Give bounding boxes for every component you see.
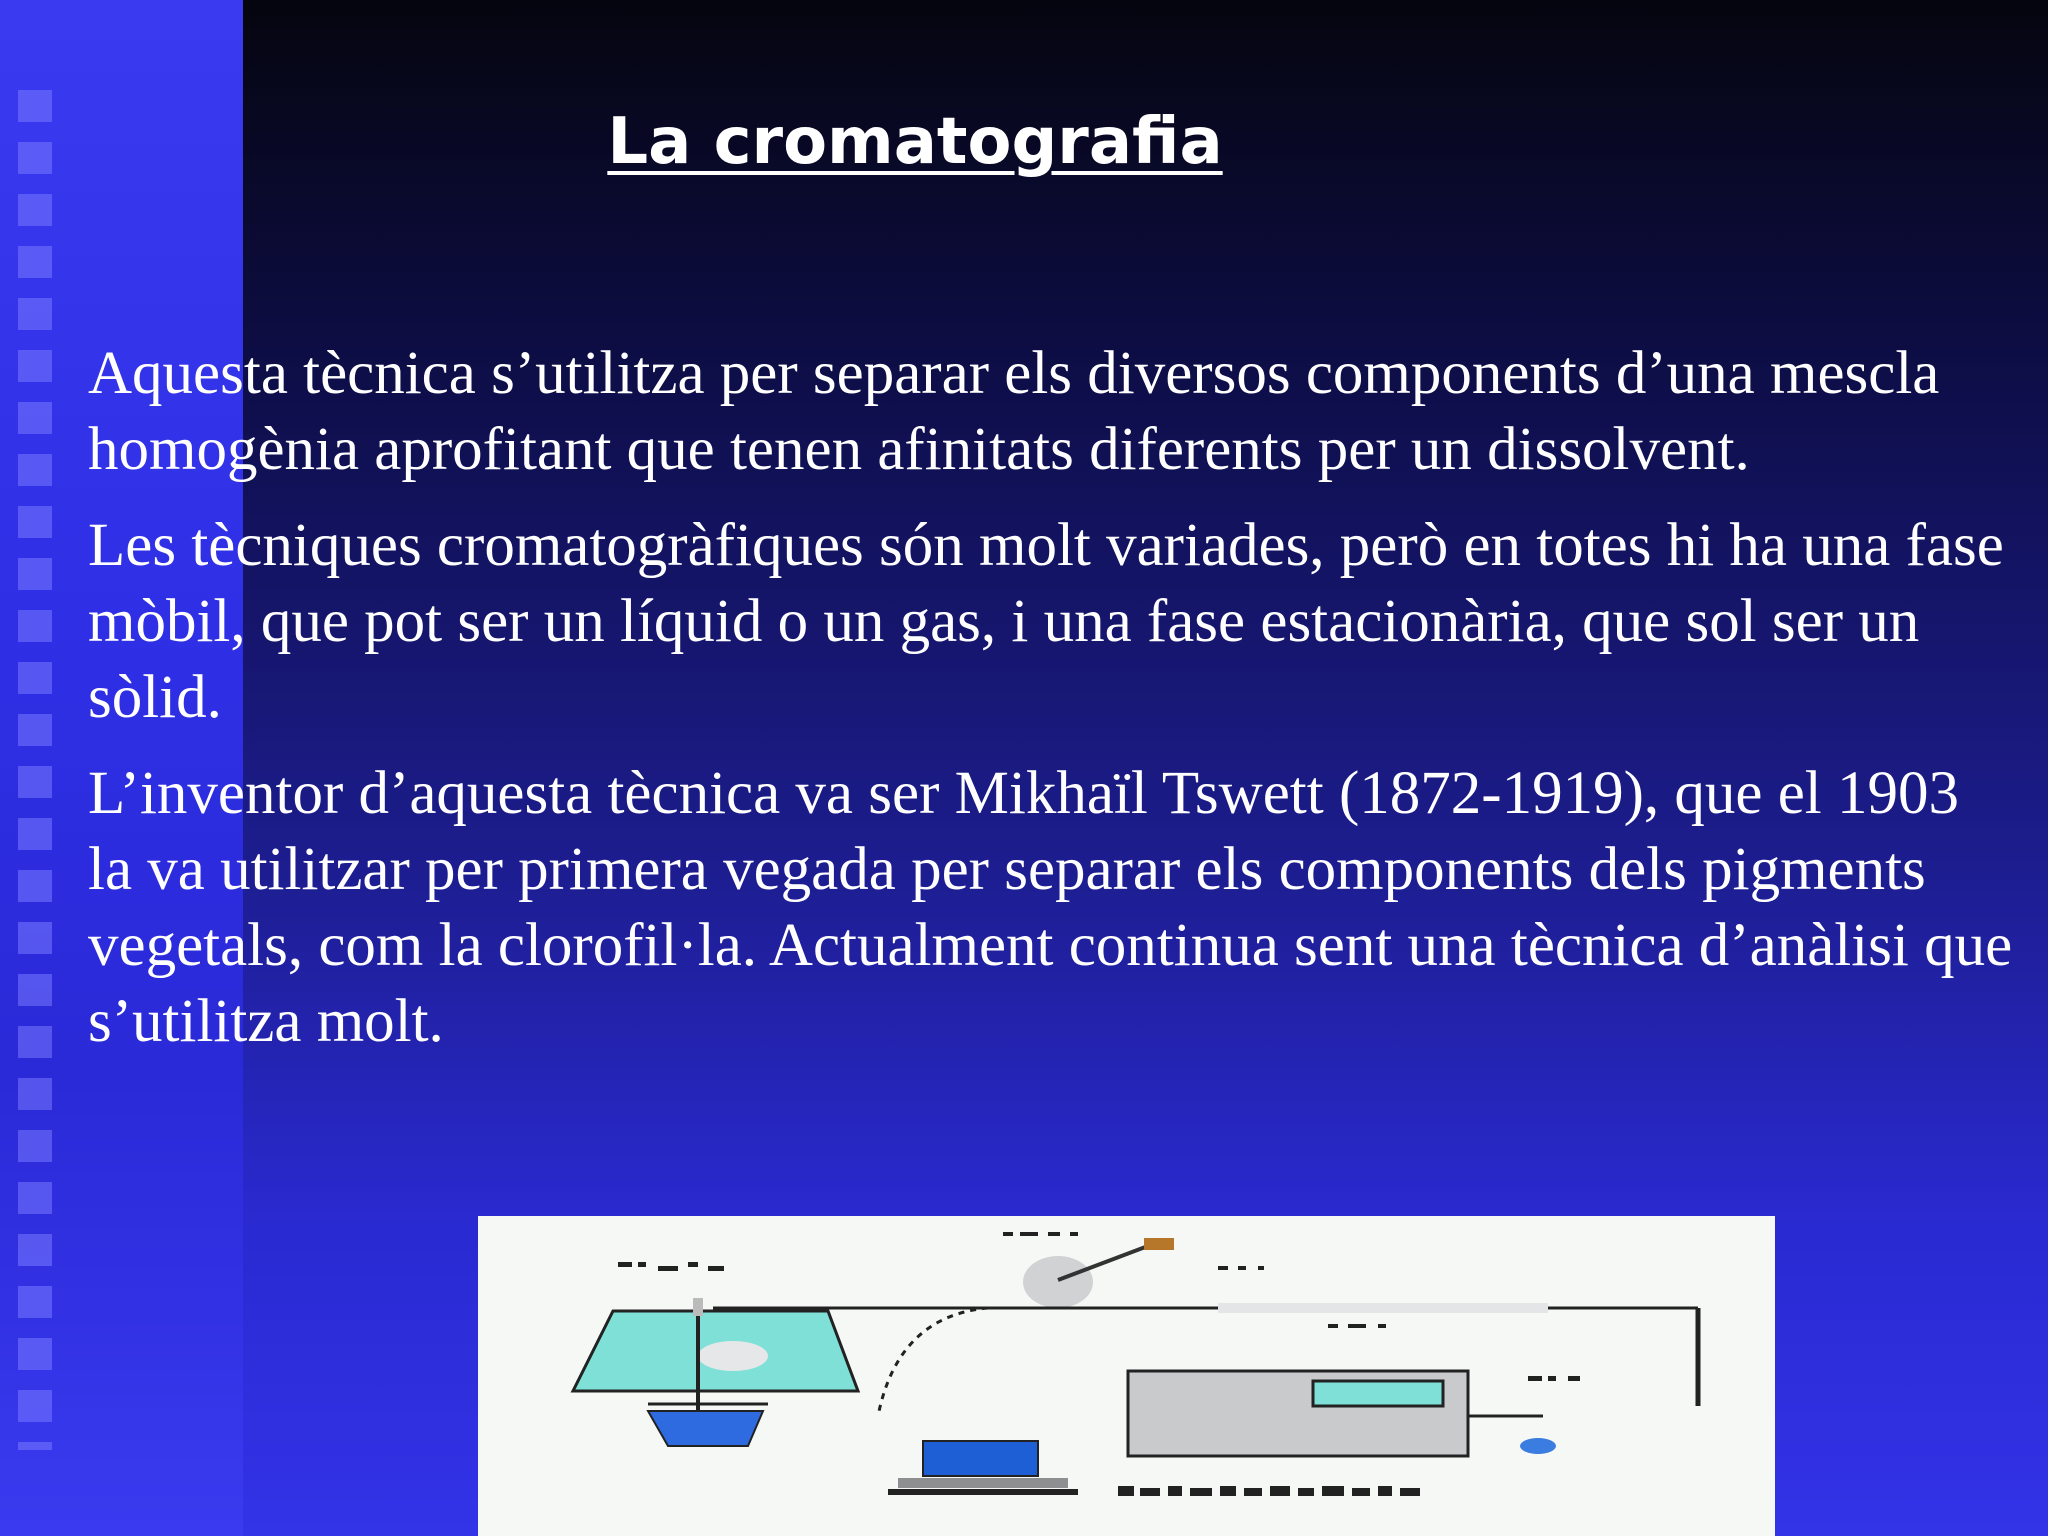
detector-box [1128,1371,1543,1456]
chromatograph-diagram-svg [478,1216,1775,1536]
decorative-squares [18,90,52,1450]
recorder-laptop [888,1441,1078,1495]
paragraph-phases: Les tècniques cromatogràfiques són molt variades, però en totes hi ha una fase mòbil, que pot ser un líquid o un gas, i una fase estacionària, que sol ser un sòlid. [88,512,2004,731]
dashed-connection [878,1308,988,1416]
paragraph-definition: Aquesta tècnica s’utilitza per separar els diversos components d’una mescla homogènia aprofitant que tenen afinitats diferents per un dissolvent. [88,340,1940,483]
chromatograph-diagram [478,1216,1775,1536]
slide-body [88,336,2018,1080]
injector-gauge [1023,1238,1174,1308]
outlet-drop [1520,1438,1556,1454]
slide-title: La cromatografia [607,105,1223,179]
collection-beaker [648,1404,768,1446]
paragraph-inventor: L’inventor d’aquesta tècnica va ser Mikhaïl Tswett (1872-1919), que el 1903 la va utilitzar per primera vegada per separar els components dels pigments vegetals, com la clorofil·la. Actualment continua sent una tècnica d’anàlisi que s’utilitza molt. [88,760,2013,1055]
